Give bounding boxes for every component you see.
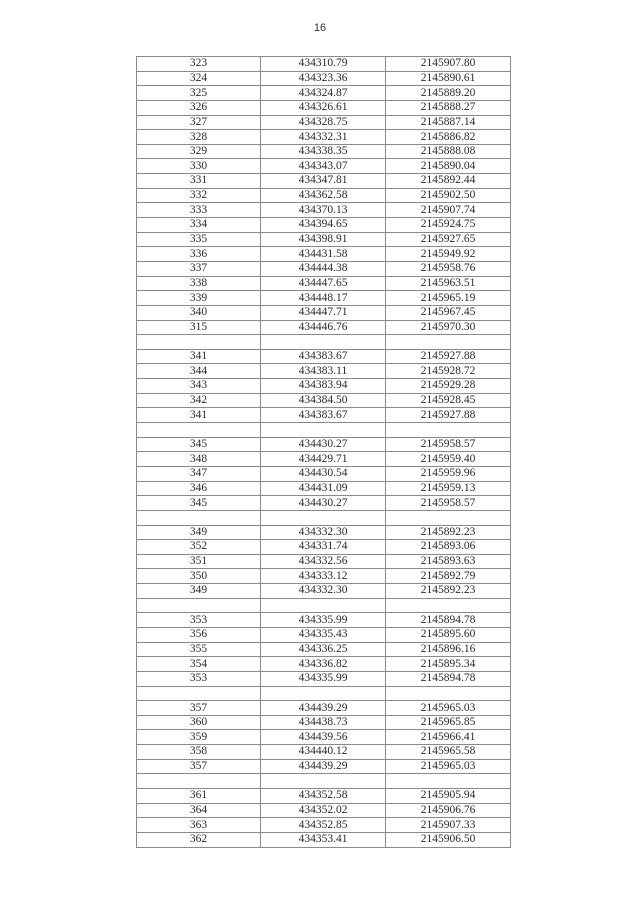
table-row [137,335,511,350]
y-coordinate-cell: 2145963.51 [386,276,511,291]
y-coordinate-cell: 2145929.28 [386,379,511,394]
table-row [137,613,511,628]
point-number-cell: 350 [137,569,261,584]
y-coordinate-cell: 2145959.40 [386,452,511,467]
point-number-cell: 360 [137,715,261,730]
point-number-cell [137,686,261,701]
y-coordinate-cell: 2145896.16 [386,642,511,657]
y-coordinate-cell: 2145958.57 [386,437,511,452]
y-coordinate-cell [386,598,511,613]
y-coordinate-cell: 2145907.33 [386,818,511,833]
y-coordinate-cell: 2145887.14 [386,115,511,130]
point-number-cell [137,598,261,613]
point-number-cell: 341 [137,408,261,423]
point-number-cell: 329 [137,144,261,159]
table-row [137,759,511,774]
y-coordinate-cell: 2145889.20 [386,86,511,101]
table-row [137,423,511,438]
table-row [137,130,511,145]
y-coordinate-cell: 2145892.44 [386,174,511,189]
y-coordinate-cell: 2145906.76 [386,803,511,818]
y-coordinate-cell: 2145965.03 [386,759,511,774]
x-coordinate-cell: 434332.31 [261,130,386,145]
x-coordinate-cell: 434430.27 [261,437,386,452]
table-row [137,408,511,423]
x-coordinate-cell: 434333.12 [261,569,386,584]
table-row [137,745,511,760]
x-coordinate-cell: 434343.07 [261,159,386,174]
x-coordinate-cell [261,598,386,613]
point-number-cell: 345 [137,437,261,452]
table-row [137,818,511,833]
table-row [137,218,511,233]
table-row [137,598,511,613]
y-coordinate-cell: 2145924.75 [386,218,511,233]
table-row [137,291,511,306]
y-coordinate-cell: 2145893.63 [386,554,511,569]
table-row [137,540,511,555]
point-number-cell: 353 [137,671,261,686]
x-coordinate-cell [261,423,386,438]
x-coordinate-cell: 434324.87 [261,86,386,101]
table-row [137,115,511,130]
table-row [137,730,511,745]
page-number: 16 [313,22,327,34]
table-row [137,232,511,247]
table-row [137,657,511,672]
x-coordinate-cell: 434383.67 [261,408,386,423]
y-coordinate-cell: 2145893.06 [386,540,511,555]
table-row [137,203,511,218]
table-row [137,554,511,569]
point-number-cell: 346 [137,481,261,496]
y-coordinate-cell: 2145959.96 [386,466,511,481]
table-row [137,437,511,452]
y-coordinate-cell: 2145886.82 [386,130,511,145]
y-coordinate-cell [386,335,511,350]
y-coordinate-cell: 2145895.60 [386,627,511,642]
x-coordinate-cell: 434394.65 [261,218,386,233]
point-number-cell: 355 [137,642,261,657]
x-coordinate-cell: 434332.30 [261,525,386,540]
y-coordinate-cell: 2145958.57 [386,496,511,511]
point-number-cell: 354 [137,657,261,672]
y-coordinate-cell: 2145927.88 [386,349,511,364]
y-coordinate-cell: 2145965.85 [386,715,511,730]
x-coordinate-cell: 434352.02 [261,803,386,818]
x-coordinate-cell: 434328.75 [261,115,386,130]
y-coordinate-cell: 2145892.23 [386,525,511,540]
point-number-cell: 333 [137,203,261,218]
x-coordinate-cell: 434430.27 [261,496,386,511]
coordinates-table-body [137,57,511,848]
x-coordinate-cell: 434398.91 [261,232,386,247]
point-number-cell: 344 [137,364,261,379]
y-coordinate-cell: 2145970.30 [386,320,511,335]
point-number-cell: 351 [137,554,261,569]
table-row [137,525,511,540]
x-coordinate-cell [261,335,386,350]
x-coordinate-cell: 434362.58 [261,188,386,203]
y-coordinate-cell: 2145892.79 [386,569,511,584]
table-row [137,71,511,86]
x-coordinate-cell: 434444.38 [261,261,386,276]
y-coordinate-cell: 2145928.72 [386,364,511,379]
point-number-cell: 356 [137,627,261,642]
y-coordinate-cell: 2145905.94 [386,789,511,804]
table-row [137,803,511,818]
x-coordinate-cell: 434332.56 [261,554,386,569]
point-number-cell: 357 [137,701,261,716]
point-number-cell: 352 [137,540,261,555]
y-coordinate-cell: 2145958.76 [386,261,511,276]
point-number-cell: 339 [137,291,261,306]
x-coordinate-cell: 434429.71 [261,452,386,467]
point-number-cell: 334 [137,218,261,233]
x-coordinate-cell: 434447.65 [261,276,386,291]
table-row [137,510,511,525]
x-coordinate-cell: 434310.79 [261,57,386,72]
point-number-cell: 349 [137,584,261,599]
y-coordinate-cell: 2145965.03 [386,701,511,716]
y-coordinate-cell: 2145890.61 [386,71,511,86]
table-row [137,320,511,335]
x-coordinate-cell: 434331.74 [261,540,386,555]
table-row [137,481,511,496]
point-number-cell: 336 [137,247,261,262]
x-coordinate-cell: 434352.58 [261,789,386,804]
x-coordinate-cell: 434335.43 [261,627,386,642]
y-coordinate-cell [386,510,511,525]
y-coordinate-cell [386,774,511,789]
point-number-cell: 328 [137,130,261,145]
point-number-cell: 347 [137,466,261,481]
x-coordinate-cell: 434352.85 [261,818,386,833]
coordinates-table [136,56,511,848]
point-number-cell [137,774,261,789]
point-number-cell: 342 [137,393,261,408]
y-coordinate-cell: 2145928.45 [386,393,511,408]
point-number-cell: 338 [137,276,261,291]
point-number-cell: 363 [137,818,261,833]
x-coordinate-cell: 434440.12 [261,745,386,760]
x-coordinate-cell: 434338.35 [261,144,386,159]
y-coordinate-cell: 2145907.80 [386,57,511,72]
table-row [137,379,511,394]
y-coordinate-cell: 2145888.27 [386,100,511,115]
x-coordinate-cell [261,510,386,525]
point-number-cell: 337 [137,261,261,276]
table-row [137,86,511,101]
x-coordinate-cell: 434336.25 [261,642,386,657]
table-row [137,276,511,291]
point-number-cell: 341 [137,349,261,364]
table-row [137,100,511,115]
point-number-cell: 324 [137,71,261,86]
x-coordinate-cell: 434323.36 [261,71,386,86]
x-coordinate-cell [261,686,386,701]
x-coordinate-cell: 434347.81 [261,174,386,189]
x-coordinate-cell: 434431.09 [261,481,386,496]
x-coordinate-cell: 434448.17 [261,291,386,306]
point-number-cell: 364 [137,803,261,818]
x-coordinate-cell: 434438.73 [261,715,386,730]
table-row [137,496,511,511]
table-row [137,57,511,72]
y-coordinate-cell: 2145888.08 [386,144,511,159]
point-number-cell: 349 [137,525,261,540]
point-number-cell: 340 [137,305,261,320]
point-number-cell: 326 [137,100,261,115]
table-row [137,174,511,189]
table-row [137,261,511,276]
x-coordinate-cell: 434335.99 [261,613,386,628]
point-number-cell: 343 [137,379,261,394]
x-coordinate-cell: 434326.61 [261,100,386,115]
point-number-cell: 332 [137,188,261,203]
y-coordinate-cell: 2145967.45 [386,305,511,320]
table-row [137,774,511,789]
point-number-cell: 358 [137,745,261,760]
x-coordinate-cell: 434384.50 [261,393,386,408]
point-number-cell [137,423,261,438]
point-number-cell: 315 [137,320,261,335]
y-coordinate-cell: 2145927.65 [386,232,511,247]
y-coordinate-cell: 2145895.34 [386,657,511,672]
table-row [137,364,511,379]
point-number-cell: 362 [137,832,261,847]
y-coordinate-cell: 2145894.78 [386,671,511,686]
x-coordinate-cell: 434446.76 [261,320,386,335]
point-number-cell: 345 [137,496,261,511]
x-coordinate-cell: 434439.29 [261,759,386,774]
y-coordinate-cell: 2145906.50 [386,832,511,847]
table-row [137,642,511,657]
y-coordinate-cell: 2145966.41 [386,730,511,745]
y-coordinate-cell: 2145949.92 [386,247,511,262]
table-row [137,188,511,203]
point-number-cell: 357 [137,759,261,774]
y-coordinate-cell: 2145902.50 [386,188,511,203]
table-row [137,701,511,716]
table-row [137,159,511,174]
point-number-cell: 335 [137,232,261,247]
table-row [137,452,511,467]
point-number-cell: 325 [137,86,261,101]
table-row [137,305,511,320]
x-coordinate-cell: 434370.13 [261,203,386,218]
y-coordinate-cell: 2145965.19 [386,291,511,306]
x-coordinate-cell: 434431.58 [261,247,386,262]
y-coordinate-cell: 2145894.78 [386,613,511,628]
x-coordinate-cell: 434332.30 [261,584,386,599]
table-row [137,715,511,730]
point-number-cell [137,510,261,525]
table-row [137,584,511,599]
point-number-cell: 330 [137,159,261,174]
table-row [137,349,511,364]
y-coordinate-cell: 2145890.04 [386,159,511,174]
y-coordinate-cell: 2145965.58 [386,745,511,760]
table-row [137,832,511,847]
point-number-cell: 323 [137,57,261,72]
point-number-cell: 348 [137,452,261,467]
table-row [137,466,511,481]
point-number-cell: 331 [137,174,261,189]
table-row [137,569,511,584]
table-row [137,393,511,408]
y-coordinate-cell: 2145892.23 [386,584,511,599]
point-number-cell: 361 [137,789,261,804]
x-coordinate-cell: 434439.56 [261,730,386,745]
table-row [137,686,511,701]
table-row [137,671,511,686]
x-coordinate-cell [261,774,386,789]
x-coordinate-cell: 434353.41 [261,832,386,847]
y-coordinate-cell: 2145927.88 [386,408,511,423]
point-number-cell: 327 [137,115,261,130]
y-coordinate-cell: 2145959.13 [386,481,511,496]
x-coordinate-cell: 434447.71 [261,305,386,320]
y-coordinate-cell [386,423,511,438]
table-row [137,247,511,262]
y-coordinate-cell [386,686,511,701]
x-coordinate-cell: 434335.99 [261,671,386,686]
x-coordinate-cell: 434383.11 [261,364,386,379]
x-coordinate-cell: 434430.54 [261,466,386,481]
y-coordinate-cell: 2145907.74 [386,203,511,218]
table-row [137,789,511,804]
x-coordinate-cell: 434336.82 [261,657,386,672]
point-number-cell: 353 [137,613,261,628]
table-row [137,144,511,159]
point-number-cell: 359 [137,730,261,745]
point-number-cell [137,335,261,350]
x-coordinate-cell: 434439.29 [261,701,386,716]
x-coordinate-cell: 434383.94 [261,379,386,394]
x-coordinate-cell: 434383.67 [261,349,386,364]
table-row [137,627,511,642]
